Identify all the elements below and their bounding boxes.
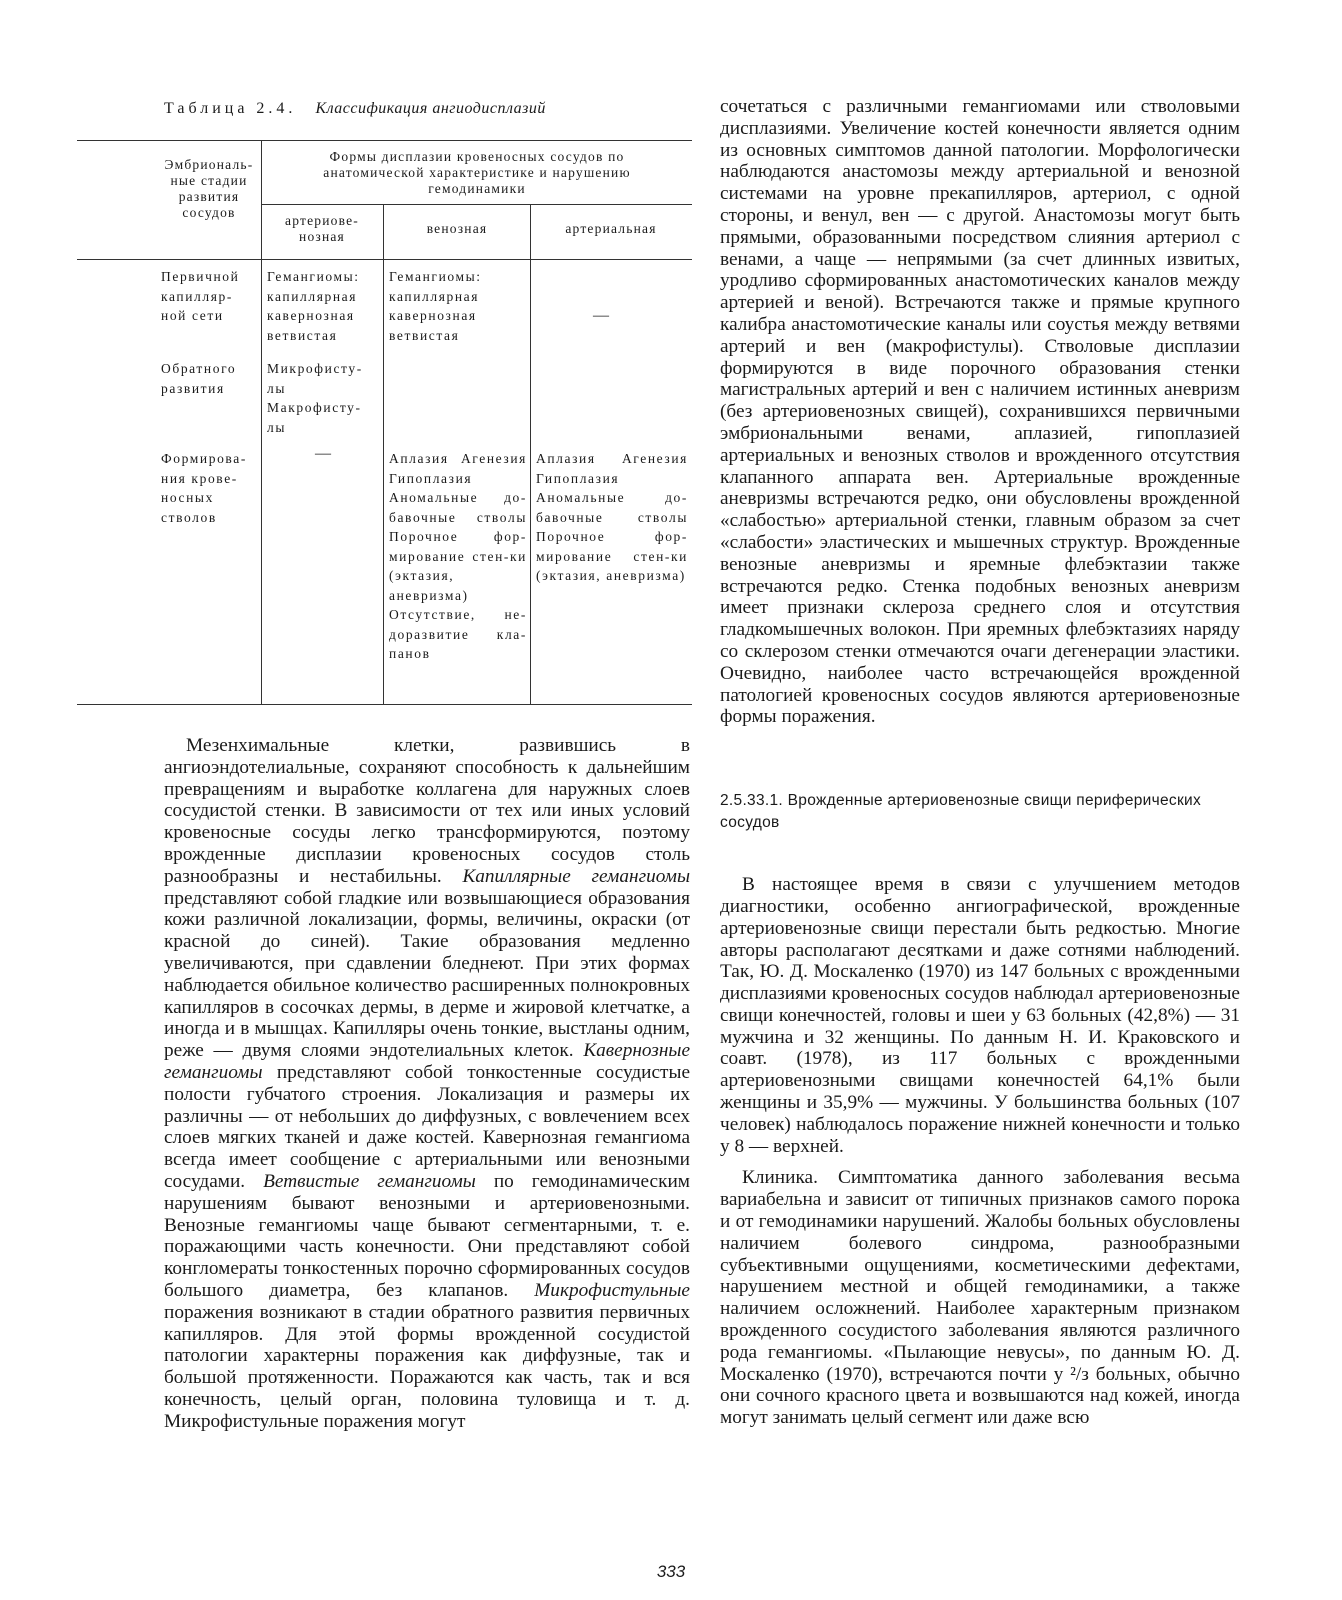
body-paragraph: В настоящее время в связи с улучшением методов диагностики, особенно ангиографической, врожденные артериовенозные свищи перестали быть редкостью. Многие авторы располагают десятками и даже сотнями наблюдений. Так, Ю. Д. Москаленко (1970) из 147 больных с врожденными дисплазиями кровеносных сосудов наблюдал артериовенозные свищи конечностей, головы и шеи у 63 больных (42,8%) — 31 мужчина и 32 женщины. По данным Н. И. Краковского и соавт. (1978), из 117 больных с врожденными артериовенозными свищами конечностей 64,1% были женщины и 35,9% — мужчины. У большинства больных (107 человек) наблюдалось поражение нижней конечности и только у 8 — верхней. bbox=[720, 874, 1240, 1157]
italic-term: Микрофистульные bbox=[534, 1279, 690, 1301]
text-run: больных, обычно они сочного красного цвета и возвышаются над кожей, иногда могут занимать целый сегмент или даже всю bbox=[720, 1363, 1240, 1429]
italic-term: Кавернозные гемангиомы bbox=[164, 1040, 691, 1083]
table-vline bbox=[261, 141, 262, 704]
text-run: представляют собой гладкие или возвышающиеся образования кожи различной локализации, формы, величины, окраски (от красной до синей). Такие образования медленно увеличиваются, при сдавлении бледнеют. При этих формах наблюдается обильное количество расширенных полнокровных капилляров в сосочках дермы, в дерме и жировой клетчатке, а иногда и в мышцах. Капилляры очень тонкие, выстланы одним, реже — двумя слоями эндотелиальных клеток. bbox=[164, 887, 690, 1062]
italic-term: Капиллярные гемангиомы bbox=[462, 865, 690, 887]
row-cell-arterial: — bbox=[593, 307, 609, 324]
row-stage: Обратного развития bbox=[161, 361, 237, 396]
row-cell-av: Гемангиомы: капиллярная кавернозная ветвистая bbox=[267, 269, 360, 343]
row-cell-arterial: Аплазия Агенезия Гипоплазия Аномальные до-бавочные стволы Порочное фор-мирование стен-ки (эктазия, аневризма) bbox=[536, 451, 688, 583]
text-run: Мезенхимальные клетки, развившись в ангиоэндотелиальные, сохраняют способность к дальнейшим превращениям и выработке коллагена для наружных слоев сосудистой стенки. В зависимости от тех или иных условий кровеносные сосуды легко трансформируются, поэтому врожденные дисплазии кровеносных сосудов столь разнообразны и нестабильны. bbox=[164, 735, 690, 887]
header-arteriovenous: артериове-нозная bbox=[285, 213, 359, 244]
table-vline bbox=[530, 204, 531, 704]
body-paragraph bbox=[164, 735, 690, 1433]
row-cell-av: Микрофисту-лы Макрофисту-лы bbox=[267, 361, 363, 435]
header-stage: Эмбриональ-ные стадии развития сосудов bbox=[164, 157, 254, 220]
table-caption bbox=[164, 100, 704, 118]
section-heading: 2.5.33.1. Врожденные артериовенозные свищи периферических сосудов bbox=[720, 792, 1202, 832]
header-venous: венозная bbox=[426, 221, 488, 236]
table-caption-label: Таблица 2.4. bbox=[164, 100, 297, 117]
table-vline bbox=[383, 204, 384, 704]
row-stage: Первичной капилляр-ной сети bbox=[161, 269, 240, 323]
fraction: ²/з bbox=[1070, 1363, 1089, 1385]
text-run: представляют собой тонкостенные сосудистые полости губчатого строения. Локализация и размеры их различны — от небольших до диффузных, с вовлечением всех слоев мягких тканей и даже костей. Кавернозная гемангиома всегда имеет сообщение с артериальными или венозными сосудами. bbox=[164, 1061, 690, 1192]
text-run: по гемодинамическим нарушениям бывают венозными и артериовенозными. Венозные гемангиомы чаще бывают сегментарными, т. е. поражающими часть конечности. Они представляют собой конгломераты тонкостенных порочно сформированных сосудов большого диаметра, без клапанов. bbox=[164, 1170, 690, 1301]
right-column bbox=[720, 96, 1240, 1429]
header-arterial: артериальная bbox=[565, 221, 657, 236]
row-cell-venous: Аплазия Агенезия Гипоплазия Аномальные до-бавочные стволы Порочное фор-мирование стен-ки (эктазия, аневризма) Отсутствие, не-доразвитие кла-панов bbox=[389, 451, 527, 661]
body-paragraph bbox=[720, 1167, 1240, 1429]
classification-table bbox=[77, 140, 692, 705]
row-cell-av: — bbox=[315, 445, 331, 462]
page-number: 333 bbox=[656, 1562, 686, 1581]
table-hline bbox=[77, 259, 692, 260]
body-paragraph: сочетаться с различными гемангиомами или стволовыми дисплазиями. Увеличение костей конечности является одним из основных симптомов данной патологии. Морфологически наблюдаются анастомозы между артериальной и венозной системами на уровне прекапилляров, артериол, с одной стороны, и венул, вен — с другой. Анастомозы могут быть прямыми, образованными посредством слияния артериол с венами, а чаще — непрямыми (за счет длинных извитых, уродливо сформированных анастомотических каналов между артерией и веной). Встречаются также и прямые крупного калибра анастомотические каналы или соустья между ветвями артерий и вен (макрофистулы). Стволовые дисплазии формируются в виде порочного образования стенки магистральных артерий и вен с наличием истинных аневризм (без артериовенозных свищей), сохранившихся первичными эмбриональными венами, аплазией, гипоплазией артериальных и венозных стволов и врожденного отсутствия клапанного аппарата вен. Артериальные врожденные аневризмы встречаются редко, они обусловлены врожденной «слабостью» артериальной стенки, главным образом за счет «слабости» эластических и мышечных структур. Врожденные венозные аневризмы и яремные флебэктазии также встречаются редко. Стенка подобных венозных аневризм имеет признаки склероза среднего слоя и отсутствия гладкомышечных волокон. При яремных флебэктазиях наряду со склерозом стенки отмечаются очаги дегенерации эластики. Очевидно, наиболее часто встречающейся врожденной патологией кровеносных сосудов являются артериовенозные формы поражения. bbox=[720, 96, 1240, 728]
table-hline bbox=[261, 204, 692, 205]
table-caption-title: Классификация ангиодисплазий bbox=[315, 100, 546, 117]
row-cell-venous: Гемангиомы: капиллярная кавернозная ветвистая bbox=[389, 269, 482, 343]
left-column bbox=[164, 735, 690, 1433]
header-group: Формы дисплазии кровеносных сосудов по анатомической характеристике и нарушению гемодинамики bbox=[323, 149, 631, 196]
italic-term: Ветвистые гемангиомы bbox=[263, 1170, 476, 1192]
row-stage: Формирова-ния крове-носных стволов bbox=[161, 451, 247, 525]
text-run: поражения возникают в стадии обратного развития первичных капилляров. Для этой формы врожденной сосудистой патологии характерны поражения как диффузные, так и большой протяженности. Поражаются как часть, так и вся конечность, целый орган, половина туловища и т. д. Микрофистульные поражения могут bbox=[164, 1301, 690, 1432]
text-run: Клиника. Симптоматика данного заболевания весьма вариабельна и зависит от типичных признаков самого порока и от гемодинамики нарушений. Жалобы больных обусловлены наличием болевого синдрома, разнообразными субъективными ощущениями, косметическими дефектами, нарушением местной и общей гемодинамики, а также наличием осложнений. Наиболее характерным признаком врожденного сосудистого заболевания являются различного рода гемангиомы. «Пылающие невусы», по данным Ю. Д. Москаленко (1970), встречаются почти у bbox=[720, 1167, 1240, 1385]
